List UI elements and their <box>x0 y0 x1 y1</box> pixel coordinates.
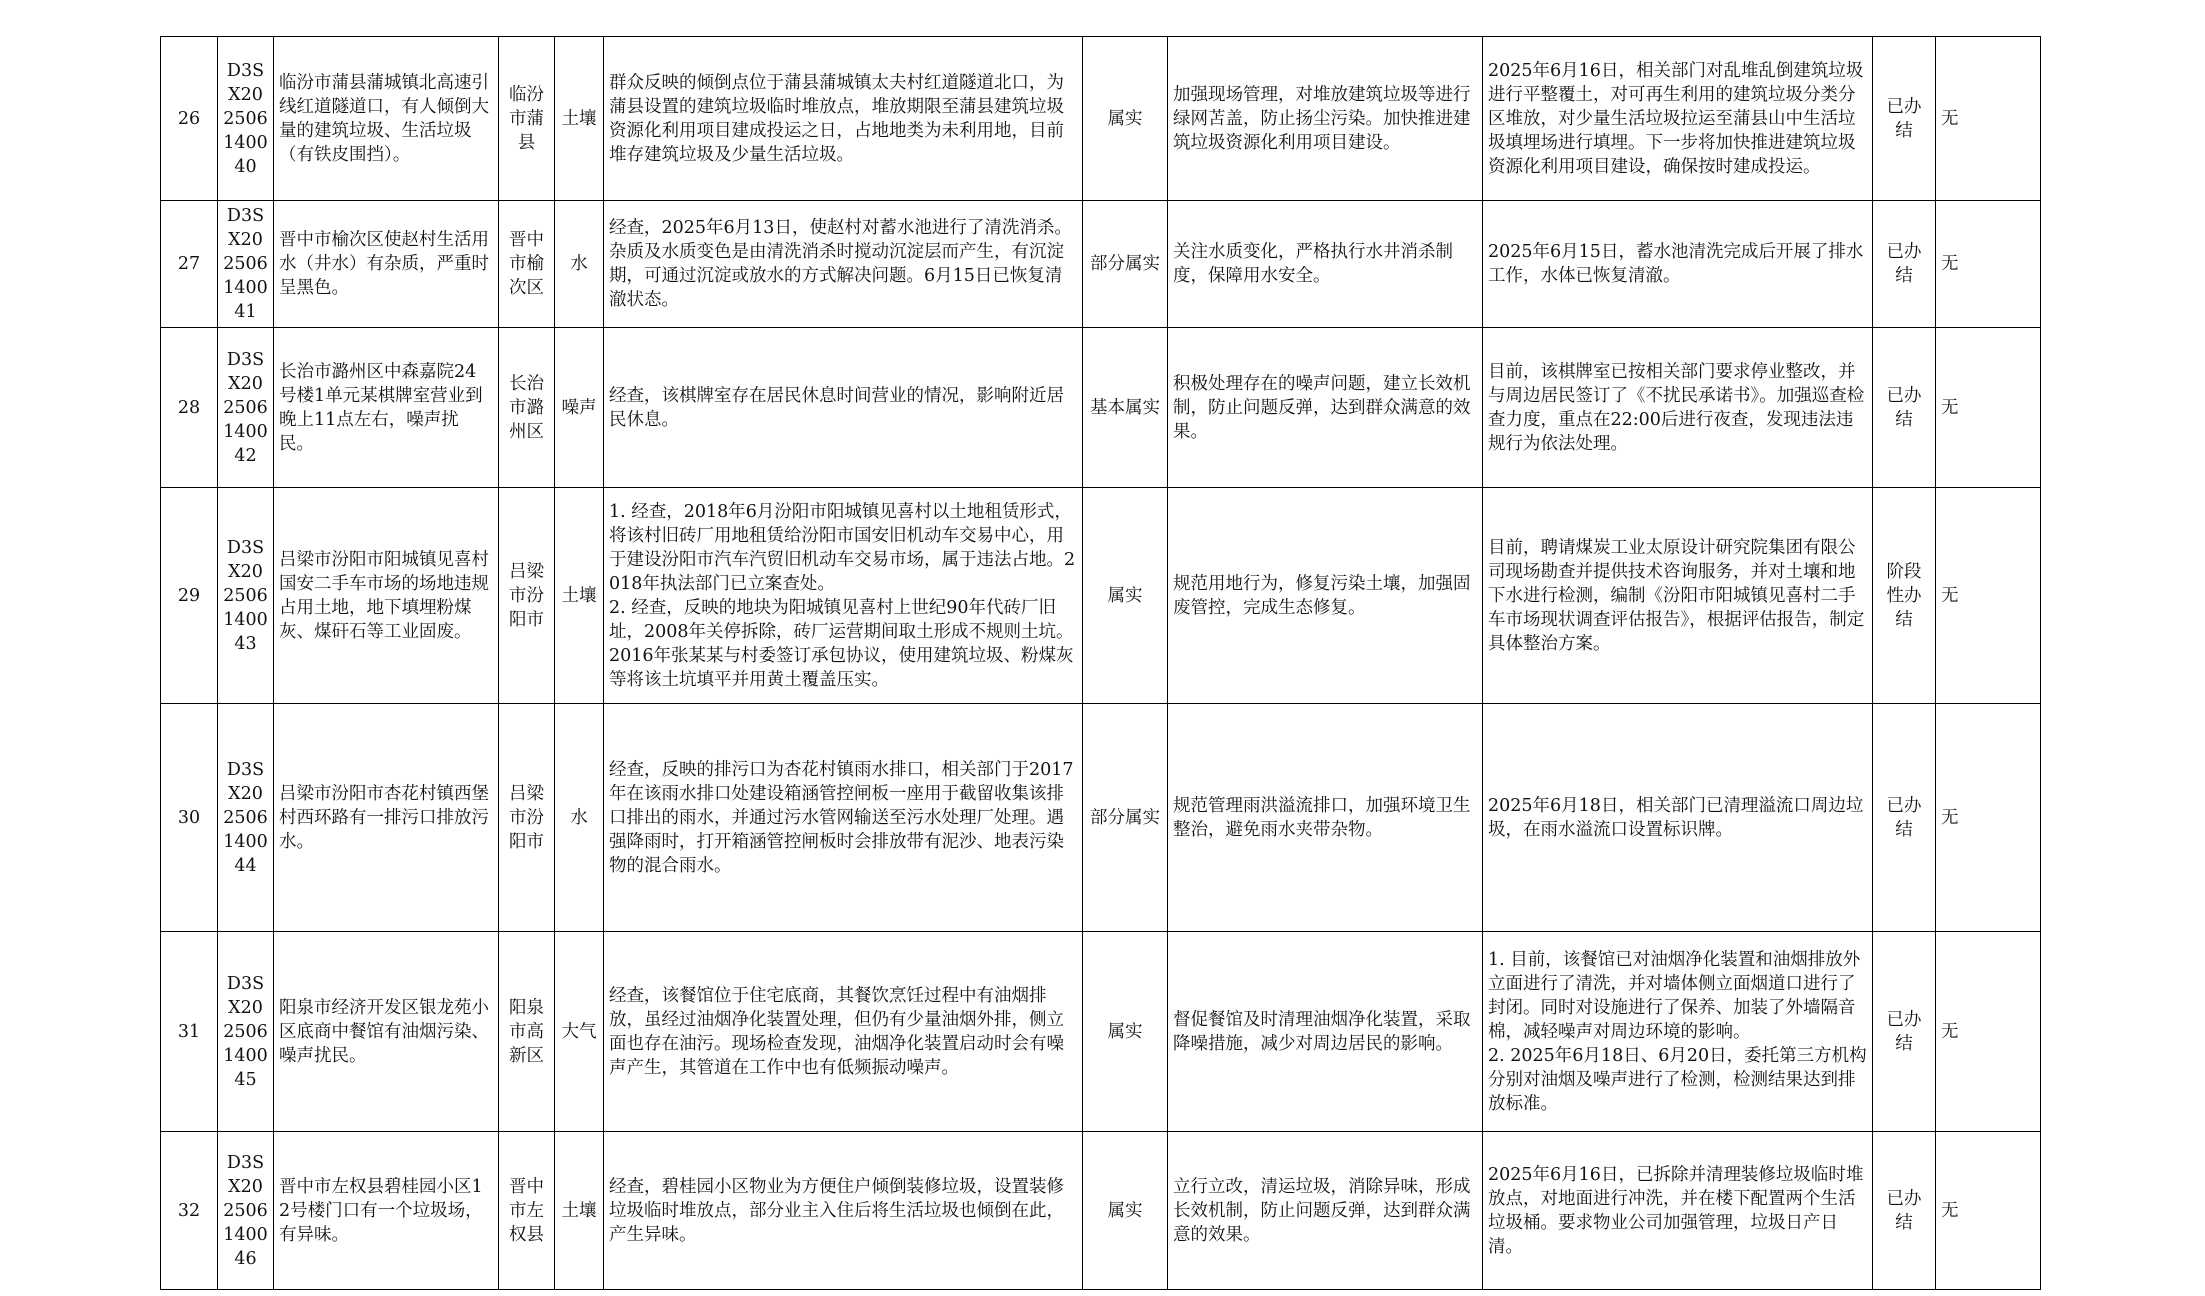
complaint-cell: 临汾市蒲县蒲城镇北高速引线红道隧道口，有人倾倒大量的建筑垃圾、生活垃圾（有铁皮围挡）。 <box>274 37 499 201</box>
status-cell: 已办结 <box>1873 1132 1936 1290</box>
pollution-type-cell: 噪声 <box>555 328 604 488</box>
accountability-cell: 无 <box>1936 1132 2041 1290</box>
progress-cell: 2025年6月16日，已拆除并清理装修垃圾临时堆放点，对地面进行冲洗，并在楼下配置两个生活垃圾桶。要求物业公司加强管理，垃圾日产日清。 <box>1483 1132 1873 1290</box>
region-cell: 晋中市左权县 <box>499 1132 555 1290</box>
progress-cell: 目前，聘请煤炭工业太原设计研究院集团有限公司现场勘查并提供技术咨询服务，并对土壤和地下水进行检测，编制《汾阳市阳城镇见喜村二手车市场现状调查评估报告》，根据评估报告，制定具体整治方案。 <box>1483 488 1873 704</box>
row-number-cell: 31 <box>161 932 218 1132</box>
verdict-cell: 属实 <box>1083 37 1168 201</box>
progress-cell: 2025年6月16日，相关部门对乱堆乱倒建筑垃圾进行平整覆土，对可再生利用的建筑垃圾分类分区堆放，对少量生活垃圾拉运至蒲县山中生活垃圾填埋场进行填埋。下一步将加快推进建筑垃圾资源化利用项目建设，确保按时建成投运。 <box>1483 37 1873 201</box>
table-row <box>161 37 2041 201</box>
accountability-cell: 无 <box>1936 37 2041 201</box>
investigation-cell: 经查，反映的排污口为杏花村镇雨水排口，相关部门于2017年在该雨水排口处建设箱涵管控闸板一座用于截留收集该排口排出的雨水，并通过污水管网输送至污水处理厂处理。遇强降雨时，打开箱涵管控闸板时会排放带有泥沙、地表污染物的混合雨水。 <box>604 704 1083 932</box>
progress-cell: 目前，该棋牌室已按相关部门要求停业整改，并与周边居民签订了《不扰民承诺书》。加强巡查检查力度，重点在22:00后进行夜查，发现违法违规行为依法处理。 <box>1483 328 1873 488</box>
region-cell: 吕梁市汾阳市 <box>499 488 555 704</box>
table-body <box>161 37 2041 1290</box>
progress-cell: 1. 目前，该餐馆已对油烟净化装置和油烟排放外立面进行了清洗，并对墙体侧立面烟道口进行了封闭。同时对设施进行了保养、加装了外墙隔音棉，减轻噪声对周边环境的影响。 2. 2025年6月18日、6月20日，委托第三方机构分别对油烟及噪声进行了检测，检测结果达到排放标准。 <box>1483 932 1873 1132</box>
status-cell: 已办结 <box>1873 37 1936 201</box>
verdict-cell: 部分属实 <box>1083 201 1168 328</box>
case-code-cell: D3SX202506140046 <box>218 1132 274 1290</box>
pollution-type-cell: 水 <box>555 201 604 328</box>
case-code-cell: D3SX202506140043 <box>218 488 274 704</box>
progress-cell: 2025年6月18日，相关部门已清理溢流口周边垃圾，在雨水溢流口设置标识牌。 <box>1483 704 1873 932</box>
measures-cell: 规范用地行为，修复污染土壤，加强固废管控，完成生态修复。 <box>1168 488 1483 704</box>
row-number-cell: 27 <box>161 201 218 328</box>
complaints-table <box>160 36 2041 1290</box>
region-cell: 阳泉市高新区 <box>499 932 555 1132</box>
status-cell: 已办结 <box>1873 201 1936 328</box>
pollution-type-cell: 大气 <box>555 932 604 1132</box>
measures-cell: 关注水质变化，严格执行水井消杀制度，保障用水安全。 <box>1168 201 1483 328</box>
status-cell: 阶段性办结 <box>1873 488 1936 704</box>
pollution-type-cell: 土壤 <box>555 1132 604 1290</box>
investigation-cell: 经查，碧桂园小区物业为方便住户倾倒装修垃圾，设置装修垃圾临时堆放点，部分业主入住后将生活垃圾也倾倒在此，产生异味。 <box>604 1132 1083 1290</box>
pollution-type-cell: 水 <box>555 704 604 932</box>
pollution-type-cell: 土壤 <box>555 37 604 201</box>
case-code-cell: D3SX202506140040 <box>218 37 274 201</box>
verdict-cell: 基本属实 <box>1083 328 1168 488</box>
investigation-cell: 1. 经查，2018年6月汾阳市阳城镇见喜村以土地租赁形式，将该村旧砖厂用地租赁给汾阳市国安旧机动车交易中心，用于建设汾阳市汽车汽贸旧机动车交易市场，属于违法占地。2018年执法部门已立案查处。 2. 经查，反映的地块为阳城镇见喜村上世纪90年代砖厂旧址，2008年关停拆除，砖厂运营期间取土形成不规则土坑。2016年张某某与村委签订承包协议，使用建筑垃圾、粉煤灰等将该土坑填平并用黄土覆盖压实。 <box>604 488 1083 704</box>
row-number-cell: 32 <box>161 1132 218 1290</box>
measures-cell: 规范管理雨洪溢流排口，加强环境卫生整治，避免雨水夹带杂物。 <box>1168 704 1483 932</box>
accountability-cell: 无 <box>1936 201 2041 328</box>
status-cell: 已办结 <box>1873 704 1936 932</box>
status-cell: 已办结 <box>1873 328 1936 488</box>
row-number-cell: 29 <box>161 488 218 704</box>
row-number-cell: 30 <box>161 704 218 932</box>
case-code-cell: D3SX202506140042 <box>218 328 274 488</box>
table-row <box>161 201 2041 328</box>
table-row <box>161 932 2041 1132</box>
accountability-cell: 无 <box>1936 932 2041 1132</box>
complaint-cell: 晋中市左权县碧桂园小区12号楼门口有一个垃圾场，有异味。 <box>274 1132 499 1290</box>
case-code-cell: D3SX202506140041 <box>218 201 274 328</box>
complaint-cell: 阳泉市经济开发区银龙苑小区底商中餐馆有油烟污染、噪声扰民。 <box>274 932 499 1132</box>
table-row <box>161 1132 2041 1290</box>
measures-cell: 立行立改，清运垃圾，消除异味，形成长效机制，防止问题反弹，达到群众满意的效果。 <box>1168 1132 1483 1290</box>
measures-cell: 督促餐馆及时清理油烟净化装置，采取降噪措施，减少对周边居民的影响。 <box>1168 932 1483 1132</box>
complaint-cell: 晋中市榆次区使赵村生活用水（井水）有杂质，严重时呈黑色。 <box>274 201 499 328</box>
accountability-cell: 无 <box>1936 328 2041 488</box>
region-cell: 临汾市蒲县 <box>499 37 555 201</box>
verdict-cell: 属实 <box>1083 1132 1168 1290</box>
investigation-cell: 经查，该餐馆位于住宅底商，其餐饮烹饪过程中有油烟排放，虽经过油烟净化装置处理，但仍有少量油烟外排，侧立面也存在油污。现场检查发现，油烟净化装置启动时会有噪声产生，其管道在工作中也有低频振动噪声。 <box>604 932 1083 1132</box>
accountability-cell: 无 <box>1936 704 2041 932</box>
case-code-cell: D3SX202506140045 <box>218 932 274 1132</box>
case-code-cell: D3SX202506140044 <box>218 704 274 932</box>
table-row <box>161 704 2041 932</box>
complaint-cell: 吕梁市汾阳市杏花村镇西堡村西环路有一排污口排放污水。 <box>274 704 499 932</box>
region-cell: 吕梁市汾阳市 <box>499 704 555 932</box>
measures-cell: 积极处理存在的噪声问题，建立长效机制，防止问题反弹，达到群众满意的效果。 <box>1168 328 1483 488</box>
verdict-cell: 属实 <box>1083 932 1168 1132</box>
investigation-cell: 经查，该棋牌室存在居民休息时间营业的情况，影响附近居民休息。 <box>604 328 1083 488</box>
investigation-cell: 经查，2025年6月13日，使赵村对蓄水池进行了清洗消杀。杂质及水质变色是由清洗消杀时搅动沉淀层而产生，有沉淀期，可通过沉淀或放水的方式解决问题。6月15日已恢复清澈状态。 <box>604 201 1083 328</box>
investigation-cell: 群众反映的倾倒点位于蒲县蒲城镇太夫村红道隧道北口，为蒲县设置的建筑垃圾临时堆放点，堆放期限至蒲县建筑垃圾资源化利用项目建成投运之日，占地地类为未利用地，目前堆存建筑垃圾及少量生活垃圾。 <box>604 37 1083 201</box>
status-cell: 已办结 <box>1873 932 1936 1132</box>
table-row <box>161 328 2041 488</box>
table-row <box>161 488 2041 704</box>
accountability-cell: 无 <box>1936 488 2041 704</box>
progress-cell: 2025年6月15日，蓄水池清洗完成后开展了排水工作，水体已恢复清澈。 <box>1483 201 1873 328</box>
region-cell: 晋中市榆次区 <box>499 201 555 328</box>
complaint-cell: 吕梁市汾阳市阳城镇见喜村国安二手车市场的场地违规占用土地，地下填埋粉煤灰、煤矸石等工业固废。 <box>274 488 499 704</box>
verdict-cell: 属实 <box>1083 488 1168 704</box>
row-number-cell: 26 <box>161 37 218 201</box>
measures-cell: 加强现场管理，对堆放建筑垃圾等进行绿网苫盖，防止扬尘污染。加快推进建筑垃圾资源化利用项目建设。 <box>1168 37 1483 201</box>
verdict-cell: 部分属实 <box>1083 704 1168 932</box>
row-number-cell: 28 <box>161 328 218 488</box>
complaint-cell: 长治市潞州区中森嘉院24号楼1单元某棋牌室营业到晚上11点左右，噪声扰民。 <box>274 328 499 488</box>
pollution-type-cell: 土壤 <box>555 488 604 704</box>
region-cell: 长治市潞州区 <box>499 328 555 488</box>
